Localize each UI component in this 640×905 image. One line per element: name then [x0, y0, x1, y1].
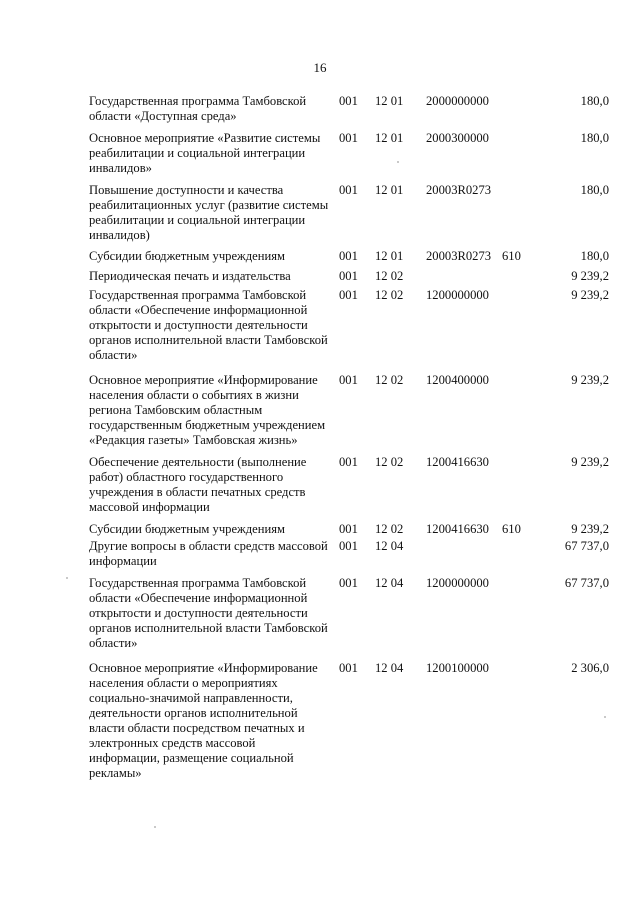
row-ved-code: 001 — [339, 455, 358, 469]
table-row — [89, 455, 609, 515]
table-row — [89, 131, 609, 176]
row-name: Субсидии бюджетным учреждениям — [89, 522, 285, 536]
row-target-code: 1200000000 — [426, 288, 489, 302]
row-amount: 180,0 — [580, 249, 609, 263]
budget-table — [89, 94, 609, 785]
row-section-code: 12 02 — [375, 269, 404, 283]
row-name: Другие вопросы в области средств массовой информации — [89, 539, 328, 568]
scan-speck — [154, 826, 156, 828]
row-name: Основное мероприятие «Развитие системы реабилитации и социальной интеграции инвалидов» — [89, 131, 321, 175]
row-amount: 67 737,0 — [564, 576, 609, 590]
row-amount: 9 239,2 — [571, 373, 609, 387]
row-ved-code: 001 — [339, 661, 358, 675]
row-amount: 2 306,0 — [571, 661, 609, 675]
row-section-code: 12 01 — [375, 183, 404, 197]
table-row — [89, 661, 609, 781]
row-ved-code: 001 — [339, 183, 358, 197]
row-expense-type: 610 — [502, 522, 521, 536]
table-row — [89, 94, 609, 124]
row-ved-code: 001 — [339, 249, 358, 263]
row-amount: 9 239,2 — [571, 288, 609, 302]
table-row — [89, 249, 609, 264]
scan-speck — [397, 161, 399, 163]
row-ved-code: 001 — [339, 131, 358, 145]
row-section-code: 12 02 — [375, 373, 404, 387]
table-row — [89, 269, 609, 284]
row-amount: 180,0 — [580, 94, 609, 108]
row-target-code: 1200100000 — [426, 661, 489, 675]
row-name: Периодическая печать и издательства — [89, 269, 291, 283]
row-section-code: 12 02 — [375, 455, 404, 469]
row-target-code: 1200400000 — [426, 373, 489, 387]
row-ved-code: 001 — [339, 373, 358, 387]
row-section-code: 12 04 — [375, 539, 404, 553]
row-target-code: 1200416630 — [426, 522, 489, 536]
row-expense-type: 610 — [502, 249, 521, 263]
table-row — [89, 183, 609, 243]
row-amount: 180,0 — [580, 183, 609, 197]
row-amount: 9 239,2 — [571, 522, 609, 536]
row-target-code: 2000000000 — [426, 94, 489, 108]
row-name: Обеспечение деятельности (выполнение работ) областного государственного учреждения в области печатных средств массовой информации — [89, 455, 307, 514]
row-amount: 180,0 — [580, 131, 609, 145]
row-target-code: 2000300000 — [426, 131, 489, 145]
table-row — [89, 576, 609, 651]
row-name: Государственная программа Тамбовской области «Обеспечение информационной открытости и доступности деятельности органов исполнительной власти Тамбовской области» — [89, 288, 328, 362]
page-number: 16 — [313, 60, 327, 75]
row-name: Основное мероприятие «Информирование населения области о событиях в жизни региона Тамбовским областным государственным бюджетным учреждением «Редакция газеты» Тамбовская жизнь» — [89, 373, 326, 447]
row-section-code: 12 01 — [375, 131, 404, 145]
row-ved-code: 001 — [339, 522, 358, 536]
row-ved-code: 001 — [339, 94, 358, 108]
row-section-code: 12 02 — [375, 288, 404, 302]
row-section-code: 12 04 — [375, 661, 404, 675]
row-name: Государственная программа Тамбовской области «Доступная среда» — [89, 94, 307, 123]
row-name: Основное мероприятие «Информирование населения области о мероприятиях социально-значимой направленности, деятельности органов исполнительной власти области посредством печатных и электронных средств массовой информации, размещение социальной рекламы» — [89, 661, 318, 780]
row-name: Субсидии бюджетным учреждениям — [89, 249, 285, 263]
row-target-code: 1200416630 — [426, 455, 489, 469]
row-ved-code: 001 — [339, 288, 358, 302]
row-ved-code: 001 — [339, 576, 358, 590]
row-amount: 9 239,2 — [571, 455, 609, 469]
row-ved-code: 001 — [339, 269, 358, 283]
row-amount: 67 737,0 — [564, 539, 609, 553]
table-row — [89, 288, 609, 363]
row-name: Государственная программа Тамбовской области «Обеспечение информационной открытости и доступности деятельности органов исполнительной власти Тамбовской области» — [89, 576, 328, 650]
row-ved-code: 001 — [339, 539, 358, 553]
row-section-code: 12 01 — [375, 94, 404, 108]
table-row — [89, 373, 609, 448]
row-section-code: 12 01 — [375, 249, 404, 263]
scan-speck — [604, 716, 606, 718]
row-section-code: 12 02 — [375, 522, 404, 536]
row-target-code: 1200000000 — [426, 576, 489, 590]
row-amount: 9 239,2 — [571, 269, 609, 283]
table-row — [89, 539, 609, 569]
scan-speck — [66, 577, 68, 579]
row-target-code: 20003R0273 — [426, 249, 492, 263]
row-target-code: 20003R0273 — [426, 183, 492, 197]
table-row — [89, 522, 609, 537]
row-section-code: 12 04 — [375, 576, 404, 590]
row-name: Повышение доступности и качества реабилитационных услуг (развитие системы реабилитации и социальной интеграции инвалидов) — [89, 183, 329, 242]
